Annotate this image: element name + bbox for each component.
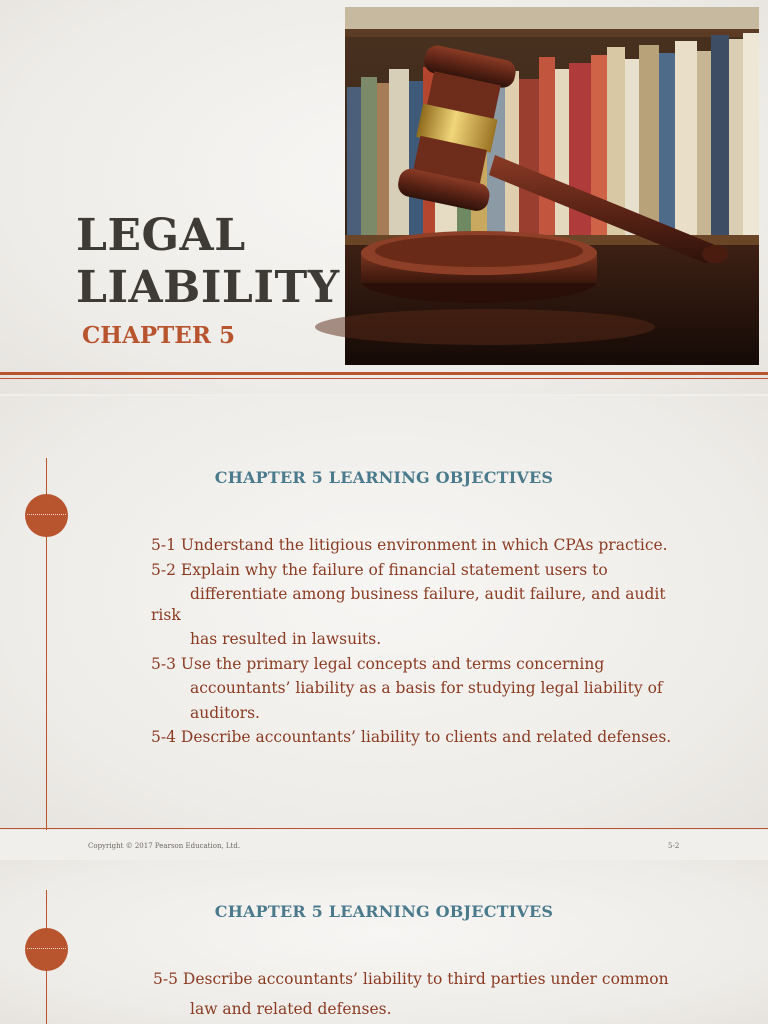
objective-line: differentiate among business failure, audit failure, and audit: [190, 585, 666, 603]
objective-line: accountants’ liability as a basis for studying legal liability of: [190, 679, 663, 697]
objective-line: 5-2 Explain why the failure of financial statement users to: [151, 560, 608, 579]
chapter-subtitle: CHAPTER 5: [82, 322, 235, 349]
accent-rule: [0, 828, 768, 829]
objectives-heading: CHAPTER 5 LEARNING OBJECTIVES: [214, 902, 554, 921]
objectives-list: [151, 533, 751, 750]
objective-line: risk: [151, 605, 181, 624]
gavel-and-books-photo: [345, 7, 759, 365]
objective-line: auditors.: [190, 703, 260, 722]
accent-rule: [0, 372, 768, 375]
slide-objectives-2: [0, 860, 768, 1024]
title-line-1: LEGAL: [76, 210, 246, 261]
slide-title: [0, 0, 768, 394]
objectives-list: [153, 964, 753, 1024]
copyright-text: Copyright © 2017 Pearson Education, Ltd.: [88, 842, 241, 850]
slide-objectives-1: [0, 396, 768, 830]
slide-title-heading: [76, 210, 340, 314]
objective-line: law and related defenses.: [190, 1000, 392, 1018]
page-number: 5-2: [668, 842, 680, 850]
decor-circle: [25, 928, 68, 971]
title-line-2: LIABILITY: [76, 262, 340, 313]
objective-line: 5-4 Describe accountants’ liability to clients and related defenses.: [151, 728, 672, 746]
objective-line: 5-5 Describe accountants’ liability to third parties under common: [153, 970, 669, 988]
accent-rule-thin: [0, 378, 768, 379]
objective-line: has resulted in lawsuits.: [190, 630, 382, 648]
objective-line: 5-1 Understand the litigious environment in which CPAs practice.: [151, 536, 668, 554]
objectives-heading: CHAPTER 5 LEARNING OBJECTIVES: [214, 468, 554, 487]
objective-line: 5-3 Use the primary legal concepts and terms concerning: [151, 654, 605, 673]
decor-circle: [25, 494, 68, 537]
